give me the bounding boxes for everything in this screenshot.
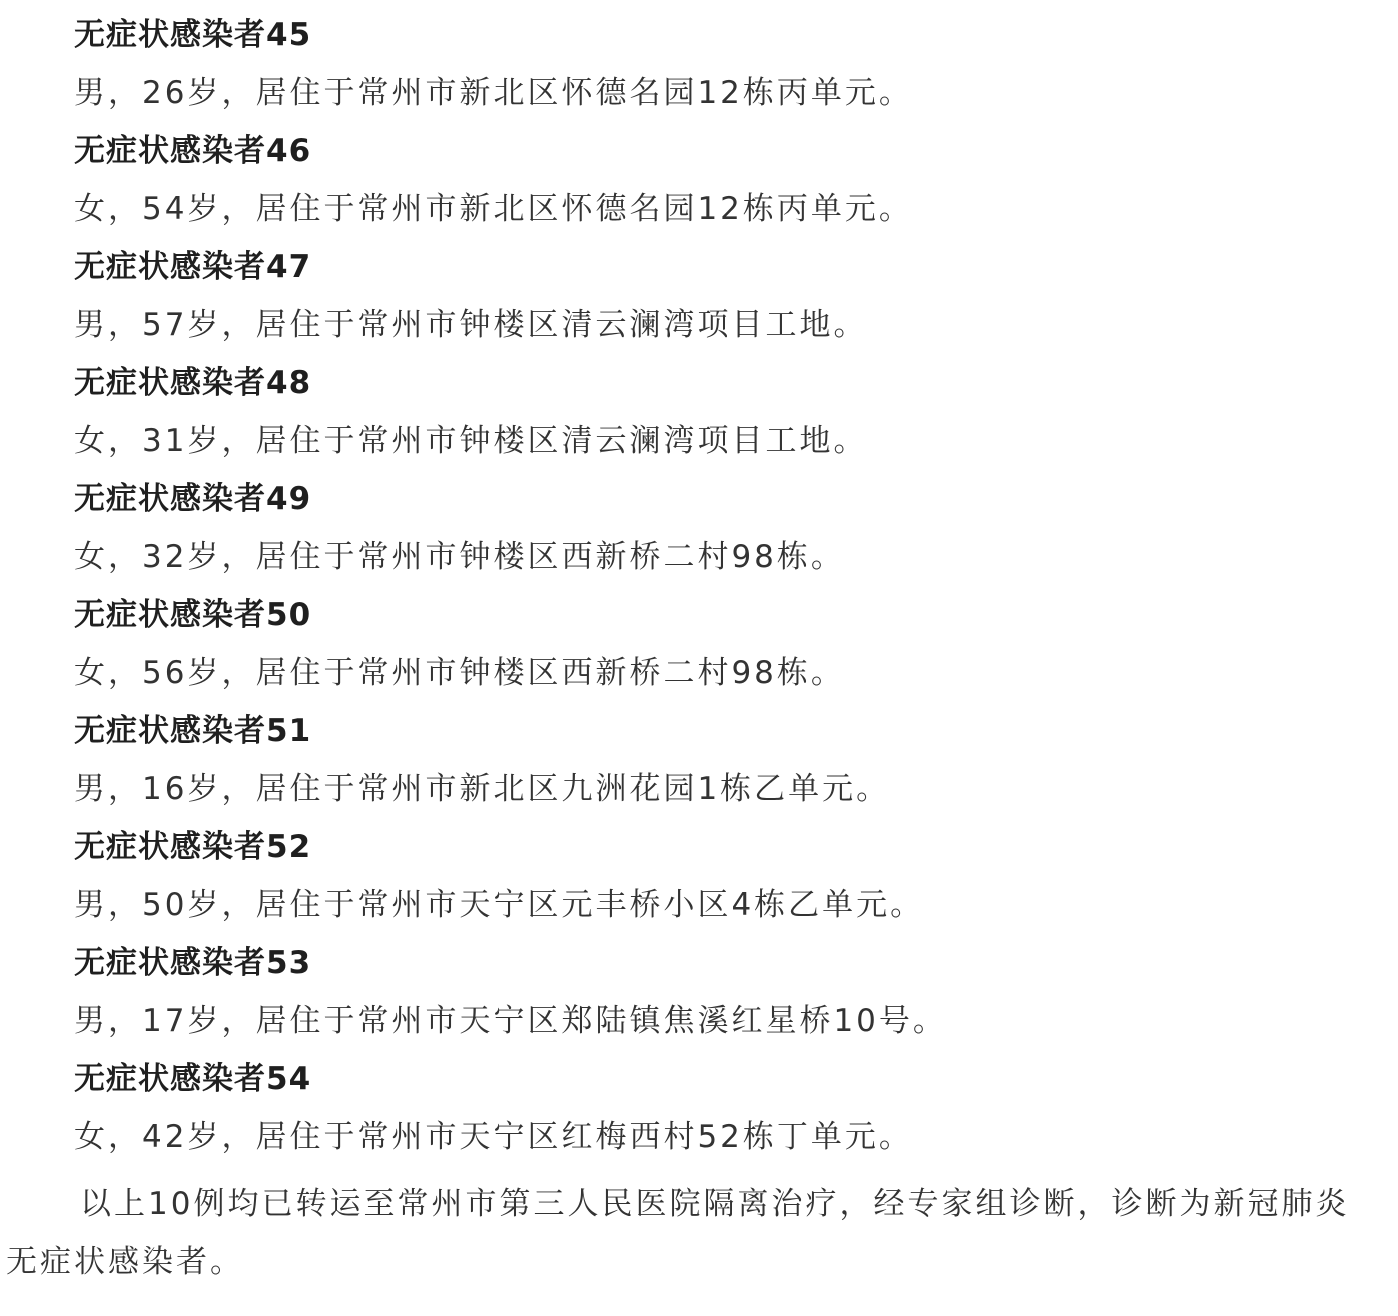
record-detail: 女，32岁，居住于常州市钟楼区西新桥二村98栋。: [74, 539, 845, 575]
record-detail: 男，16岁，居住于常州市新北区九洲花园1栋乙单元。: [74, 771, 891, 807]
record-heading: 无症状感染者46: [74, 133, 312, 169]
record-detail: 男，26岁，居住于常州市新北区怀德名园12栋丙单元。: [74, 75, 913, 111]
record-detail: 女，56岁，居住于常州市钟楼区西新桥二村98栋。: [74, 655, 845, 691]
record-heading: 无症状感染者48: [74, 365, 312, 401]
record-heading: 无症状感染者53: [74, 945, 312, 981]
record-detail: 男，17岁，居住于常州市天宁区郑陆镇焦溪红星桥10号。: [74, 1003, 947, 1039]
record-heading: 无症状感染者45: [74, 17, 312, 53]
summary-paragraph: 以上10例均已转运至常州市第三人民医院隔离治疗，经专家组诊断，诊断为新冠肺炎无症状感染者。: [6, 1186, 1350, 1280]
record-detail: 男，50岁，居住于常州市天宁区元丰桥小区4栋乙单元。: [74, 887, 925, 923]
record-heading: 无症状感染者50: [74, 597, 312, 633]
record-heading: 无症状感染者51: [74, 713, 312, 749]
record-detail: 女，31岁，居住于常州市钟楼区清云澜湾项目工地。: [74, 423, 868, 459]
record-detail: 男，57岁，居住于常州市钟楼区清云澜湾项目工地。: [74, 307, 868, 343]
record-heading: 无症状感染者47: [74, 249, 312, 285]
record-heading: 无症状感染者54: [74, 1061, 312, 1097]
record-heading: 无症状感染者52: [74, 829, 312, 865]
record-detail: 女，54岁，居住于常州市新北区怀德名园12栋丙单元。: [74, 191, 913, 227]
record-detail: 女，42岁，居住于常州市天宁区红梅西村52栋丁单元。: [74, 1119, 913, 1155]
record-heading: 无症状感染者49: [74, 481, 312, 517]
